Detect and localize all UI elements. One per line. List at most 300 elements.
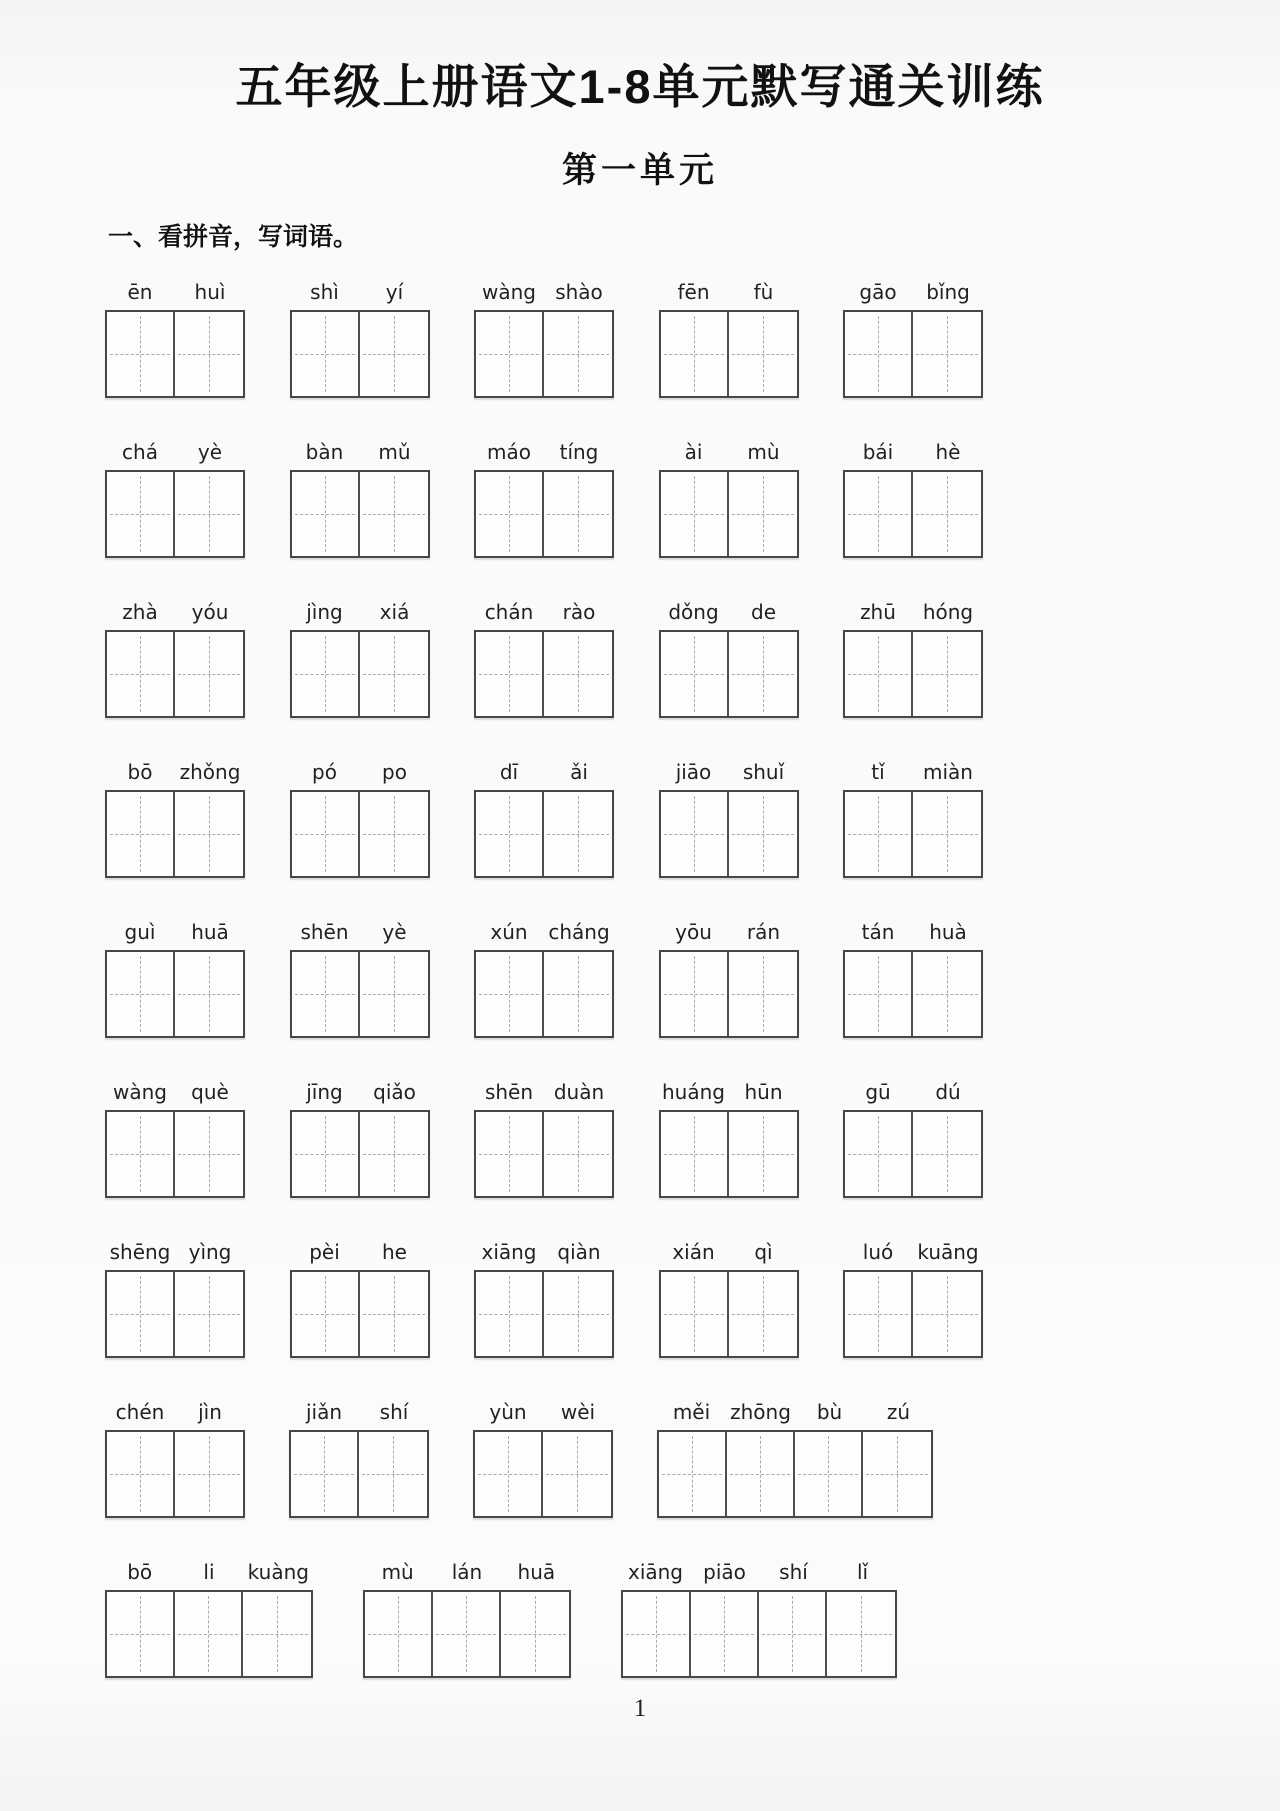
pinyin-syllable: po — [382, 760, 407, 784]
word-group — [290, 759, 430, 878]
pinyin-syllable: li — [203, 1560, 215, 1584]
tianzige-cell — [845, 1272, 913, 1356]
word-group — [659, 599, 799, 718]
word-group — [474, 439, 614, 558]
pinyin-syllable: kuāng — [917, 1240, 979, 1264]
pinyin-label — [105, 919, 245, 947]
pinyin-syllable: wàng — [482, 280, 536, 304]
tianzige-cell — [827, 1592, 895, 1676]
word-group — [290, 599, 430, 718]
word-group — [659, 439, 799, 558]
tianzige-cell — [544, 952, 612, 1036]
page-title: 五年级上册语文1-8单元默写通关训练 — [235, 60, 1045, 113]
tianzige-cell — [107, 1112, 175, 1196]
writing-box — [474, 630, 614, 718]
pinyin-syllable: huà — [929, 920, 967, 944]
pinyin-syllable: bàn — [305, 440, 344, 464]
pinyin-syllable: tíng — [559, 440, 599, 464]
pinyin-row — [105, 919, 983, 1038]
writing-box — [105, 470, 245, 558]
writing-box — [290, 630, 430, 718]
word-group — [659, 279, 799, 398]
writing-box — [105, 1590, 313, 1678]
tianzige-cell — [544, 1272, 612, 1356]
tianzige-cell — [107, 1272, 175, 1356]
tianzige-cell — [292, 632, 360, 716]
word-group — [105, 1079, 245, 1198]
pinyin-syllable: wèi — [560, 1400, 596, 1424]
pinyin-syllable: huì — [194, 280, 226, 304]
pinyin-label — [105, 1559, 313, 1587]
pinyin-label — [474, 279, 614, 307]
writing-box — [290, 310, 430, 398]
writing-box — [474, 1270, 614, 1358]
tianzige-cell — [544, 472, 612, 556]
pinyin-syllable: hóng — [922, 600, 974, 624]
pinyin-label — [843, 1079, 983, 1107]
pinyin-label — [290, 279, 430, 307]
tianzige-cell — [913, 952, 981, 1036]
pinyin-label — [290, 1079, 430, 1107]
pinyin-syllable: ài — [684, 440, 703, 464]
tianzige-cell — [292, 792, 360, 876]
pinyin-syllable: shēng — [109, 1240, 171, 1264]
tianzige-cell — [175, 1112, 243, 1196]
pinyin-label — [363, 1559, 571, 1587]
pinyin-syllable: hūn — [744, 1080, 783, 1104]
word-group — [289, 1399, 429, 1518]
writing-box — [843, 950, 983, 1038]
pinyin-syllable: piāo — [703, 1560, 746, 1584]
writing-box — [105, 310, 245, 398]
tianzige-cell — [727, 1432, 795, 1516]
tianzige-cell — [107, 632, 175, 716]
tianzige-cell — [360, 472, 428, 556]
tianzige-cell — [292, 1272, 360, 1356]
tianzige-cell — [107, 312, 175, 396]
pinyin-label — [290, 599, 430, 627]
word-group — [290, 1079, 430, 1198]
word-group — [474, 759, 614, 878]
tianzige-cell — [913, 1112, 981, 1196]
tianzige-cell — [729, 632, 797, 716]
pinyin-label — [105, 439, 245, 467]
tianzige-cell — [729, 472, 797, 556]
worksheet-grid — [105, 279, 1280, 1678]
word-group — [659, 919, 799, 1038]
word-group — [105, 1559, 313, 1678]
tianzige-cell — [661, 792, 729, 876]
pinyin-row — [105, 439, 983, 558]
writing-box — [843, 1110, 983, 1198]
pinyin-label — [843, 759, 983, 787]
tianzige-cell — [475, 1432, 543, 1516]
pinyin-syllable: hè — [935, 440, 961, 464]
tianzige-cell — [107, 1432, 175, 1516]
tianzige-cell — [292, 952, 360, 1036]
tianzige-cell — [729, 952, 797, 1036]
pinyin-syllable: bù — [816, 1400, 843, 1424]
pinyin-syllable: rào — [562, 600, 596, 624]
tianzige-cell — [845, 952, 913, 1036]
word-group — [105, 279, 245, 398]
pinyin-label — [659, 1079, 799, 1107]
word-group — [290, 279, 430, 398]
pinyin-label — [657, 1399, 933, 1427]
writing-box — [843, 790, 983, 878]
pinyin-syllable: tán — [861, 920, 895, 944]
pinyin-syllable: zhū — [860, 600, 896, 624]
tianzige-cell — [175, 1272, 243, 1356]
tianzige-cell — [544, 1112, 612, 1196]
tianzige-cell — [175, 472, 243, 556]
tianzige-cell — [661, 472, 729, 556]
pinyin-syllable: zhōng — [730, 1400, 791, 1424]
pinyin-syllable: gāo — [859, 280, 897, 304]
pinyin-syllable: yōu — [675, 920, 712, 944]
writing-box — [474, 470, 614, 558]
tianzige-cell — [476, 312, 544, 396]
pinyin-syllable: zhà — [122, 600, 158, 624]
pinyin-syllable: xiāng — [481, 1240, 537, 1264]
tianzige-cell — [729, 1112, 797, 1196]
section-heading: 一、看拼音，写词语。 — [108, 223, 359, 251]
pinyin-syllable: shí — [779, 1560, 808, 1584]
tianzige-cell — [691, 1592, 759, 1676]
word-group — [657, 1399, 933, 1518]
page-number: 1 — [633, 1695, 647, 1722]
tianzige-cell — [661, 632, 729, 716]
word-group — [473, 1399, 613, 1518]
pinyin-syllable: yí — [385, 280, 404, 304]
pinyin-syllable: yè — [197, 440, 223, 464]
tianzige-cell — [729, 792, 797, 876]
pinyin-syllable: wàng — [113, 1080, 167, 1104]
pinyin-syllable: yùn — [489, 1400, 527, 1424]
pinyin-syllable: huā — [517, 1560, 556, 1584]
writing-box — [105, 630, 245, 718]
pinyin-label — [659, 599, 799, 627]
pinyin-syllable: jīng — [306, 1080, 343, 1104]
pinyin-syllable: shí — [379, 1400, 409, 1424]
writing-box — [105, 790, 245, 878]
tianzige-cell — [291, 1432, 359, 1516]
word-group — [843, 599, 983, 718]
tianzige-cell — [729, 312, 797, 396]
pinyin-syllable: miàn — [923, 760, 973, 784]
writing-box — [363, 1590, 571, 1678]
tianzige-cell — [913, 312, 981, 396]
pinyin-label — [843, 279, 983, 307]
pinyin-label — [843, 439, 983, 467]
tianzige-cell — [243, 1592, 311, 1676]
word-group — [105, 759, 245, 878]
tianzige-cell — [476, 792, 544, 876]
tianzige-cell — [359, 1432, 427, 1516]
pinyin-label — [843, 599, 983, 627]
word-group — [659, 1239, 799, 1358]
unit-subtitle: 第一单元 — [561, 151, 718, 190]
tianzige-cell — [175, 1592, 243, 1676]
pinyin-syllable: mù — [747, 440, 780, 464]
writing-box — [659, 630, 799, 718]
tianzige-cell — [543, 1432, 611, 1516]
pinyin-syllable: bái — [862, 440, 894, 464]
pinyin-syllable: bō — [127, 1560, 153, 1584]
tianzige-cell — [107, 472, 175, 556]
tianzige-cell — [863, 1432, 931, 1516]
pinyin-label — [659, 1239, 799, 1267]
pinyin-syllable: shuǐ — [742, 760, 785, 784]
writing-box — [659, 950, 799, 1038]
word-group — [290, 439, 430, 558]
pinyin-syllable: gū — [865, 1080, 891, 1104]
word-group — [290, 1239, 430, 1358]
pinyin-syllable: chá — [122, 440, 158, 464]
pinyin-syllable: duàn — [553, 1080, 605, 1104]
word-group — [105, 1399, 245, 1518]
tianzige-cell — [360, 1272, 428, 1356]
tianzige-cell — [476, 1112, 544, 1196]
pinyin-syllable: rán — [746, 920, 781, 944]
pinyin-label — [659, 919, 799, 947]
tianzige-cell — [476, 472, 544, 556]
pinyin-syllable: lǐ — [856, 1560, 869, 1584]
pinyin-row — [105, 279, 983, 398]
pinyin-label — [289, 1399, 429, 1427]
tianzige-cell — [360, 1112, 428, 1196]
word-group — [843, 439, 983, 558]
tianzige-cell — [845, 632, 913, 716]
tianzige-cell — [759, 1592, 827, 1676]
pinyin-syllable: shì — [310, 280, 339, 304]
tianzige-cell — [476, 632, 544, 716]
pinyin-syllable: pó — [312, 760, 337, 784]
pinyin-label — [290, 919, 430, 947]
pinyin-syllable: ǎi — [570, 760, 588, 784]
tianzige-cell — [623, 1592, 691, 1676]
pinyin-syllable: luó — [862, 1240, 894, 1264]
pinyin-label — [474, 1239, 614, 1267]
pinyin-label — [105, 1399, 245, 1427]
pinyin-label — [659, 439, 799, 467]
pinyin-syllable: mǔ — [378, 440, 411, 464]
writing-box — [657, 1430, 933, 1518]
pinyin-syllable: huáng — [662, 1080, 725, 1104]
writing-box — [105, 1430, 245, 1518]
pinyin-row — [105, 1079, 983, 1198]
tianzige-cell — [107, 792, 175, 876]
pinyin-syllable: de — [751, 600, 776, 624]
pinyin-label — [105, 1239, 245, 1267]
pinyin-syllable: xiāng — [627, 1560, 684, 1584]
word-group — [659, 1079, 799, 1198]
pinyin-syllable: què — [191, 1080, 229, 1104]
pinyin-syllable: mù — [381, 1560, 414, 1584]
tianzige-cell — [845, 792, 913, 876]
pinyin-label — [105, 279, 245, 307]
pinyin-syllable: yè — [382, 920, 407, 944]
word-group — [474, 1079, 614, 1198]
writing-box — [473, 1430, 613, 1518]
pinyin-label — [473, 1399, 613, 1427]
tianzige-cell — [360, 952, 428, 1036]
word-group — [474, 1239, 614, 1358]
tianzige-cell — [292, 472, 360, 556]
pinyin-syllable: qiǎo — [373, 1080, 416, 1104]
tianzige-cell — [913, 472, 981, 556]
pinyin-label — [843, 919, 983, 947]
writing-box — [621, 1590, 897, 1678]
pinyin-syllable: yóu — [191, 600, 229, 624]
pinyin-label — [474, 439, 614, 467]
pinyin-syllable: měi — [672, 1400, 711, 1424]
writing-box — [659, 1110, 799, 1198]
pinyin-syllable: tǐ — [871, 760, 885, 784]
tianzige-cell — [107, 952, 175, 1036]
pinyin-syllable: chén — [115, 1400, 165, 1424]
pinyin-label — [105, 599, 245, 627]
pinyin-label — [290, 1239, 430, 1267]
word-group — [474, 919, 614, 1038]
writing-box — [474, 950, 614, 1038]
pinyin-row — [105, 759, 983, 878]
tianzige-cell — [661, 312, 729, 396]
writing-box — [290, 470, 430, 558]
tianzige-cell — [544, 792, 612, 876]
writing-box — [659, 310, 799, 398]
pinyin-label — [290, 439, 430, 467]
writing-box — [659, 470, 799, 558]
pinyin-syllable: qiàn — [557, 1240, 601, 1264]
word-group — [843, 1079, 983, 1198]
tianzige-cell — [292, 312, 360, 396]
word-group — [843, 1239, 983, 1358]
writing-box — [105, 1270, 245, 1358]
pinyin-row — [105, 1399, 933, 1518]
writing-box — [843, 470, 983, 558]
pinyin-syllable: cháng — [548, 920, 610, 944]
pinyin-syllable: kuàng — [247, 1560, 309, 1584]
pinyin-label — [474, 1079, 614, 1107]
tianzige-cell — [360, 632, 428, 716]
writing-box — [659, 790, 799, 878]
pinyin-label — [659, 279, 799, 307]
pinyin-label — [659, 759, 799, 787]
word-group — [474, 279, 614, 398]
pinyin-row — [105, 599, 983, 718]
tianzige-cell — [661, 1112, 729, 1196]
pinyin-syllable: zú — [886, 1400, 911, 1424]
pinyin-syllable: shēn — [484, 1080, 534, 1104]
pinyin-syllable: huā — [191, 920, 229, 944]
pinyin-syllable: zhǒng — [179, 760, 241, 784]
tianzige-cell — [365, 1592, 433, 1676]
pinyin-syllable: fēn — [677, 280, 710, 304]
tianzige-cell — [175, 1432, 243, 1516]
tianzige-cell — [913, 792, 981, 876]
writing-box — [474, 310, 614, 398]
word-group — [474, 599, 614, 718]
tianzige-cell — [845, 312, 913, 396]
tianzige-cell — [360, 312, 428, 396]
tianzige-cell — [795, 1432, 863, 1516]
tianzige-cell — [913, 1272, 981, 1356]
pinyin-syllable: dǒng — [668, 600, 719, 624]
tianzige-cell — [544, 632, 612, 716]
tianzige-cell — [729, 1272, 797, 1356]
pinyin-syllable: jiāo — [675, 760, 712, 784]
pinyin-syllable: jìn — [198, 1400, 222, 1424]
writing-box — [105, 950, 245, 1038]
writing-box — [290, 790, 430, 878]
pinyin-syllable: dī — [499, 760, 519, 784]
pinyin-syllable: jìng — [306, 600, 343, 624]
pinyin-label — [105, 759, 245, 787]
tianzige-cell — [175, 952, 243, 1036]
writing-box — [659, 1270, 799, 1358]
tianzige-cell — [433, 1592, 501, 1676]
pinyin-syllable: xún — [490, 920, 528, 944]
pinyin-label — [621, 1559, 897, 1587]
pinyin-syllable: qì — [754, 1240, 773, 1264]
writing-box — [290, 1110, 430, 1198]
tianzige-cell — [360, 792, 428, 876]
word-group — [290, 919, 430, 1038]
word-group — [843, 279, 983, 398]
tianzige-cell — [544, 312, 612, 396]
pinyin-syllable: guì — [124, 920, 156, 944]
pinyin-syllable: bǐng — [926, 280, 970, 304]
pinyin-syllable: jiǎn — [305, 1400, 343, 1424]
word-group — [659, 759, 799, 878]
pinyin-syllable: shào — [555, 280, 603, 304]
writing-box — [290, 1270, 430, 1358]
pinyin-syllable: máo — [487, 440, 531, 464]
pinyin-label — [843, 1239, 983, 1267]
tianzige-cell — [501, 1592, 569, 1676]
tianzige-cell — [292, 1112, 360, 1196]
writing-box — [843, 630, 983, 718]
tianzige-cell — [661, 1272, 729, 1356]
word-group — [105, 439, 245, 558]
pinyin-syllable: xiá — [379, 600, 410, 624]
pinyin-syllable: dú — [935, 1080, 961, 1104]
pinyin-label — [474, 919, 614, 947]
tianzige-cell — [175, 312, 243, 396]
pinyin-syllable: ēn — [127, 280, 153, 304]
pinyin-syllable: bō — [127, 760, 153, 784]
tianzige-cell — [845, 472, 913, 556]
pinyin-syllable: xián — [672, 1240, 715, 1264]
pinyin-syllable: chán — [484, 600, 534, 624]
writing-box — [289, 1430, 429, 1518]
word-group — [105, 1239, 245, 1358]
pinyin-syllable: fù — [753, 280, 774, 304]
tianzige-cell — [476, 952, 544, 1036]
word-group — [105, 599, 245, 718]
writing-box — [290, 950, 430, 1038]
word-group — [363, 1559, 571, 1678]
pinyin-row — [105, 1239, 983, 1358]
word-group — [621, 1559, 897, 1678]
pinyin-syllable: lán — [451, 1560, 483, 1584]
tianzige-cell — [913, 632, 981, 716]
writing-box — [474, 1110, 614, 1198]
pinyin-label — [474, 759, 614, 787]
pinyin-label — [105, 1079, 245, 1107]
writing-box — [843, 1270, 983, 1358]
